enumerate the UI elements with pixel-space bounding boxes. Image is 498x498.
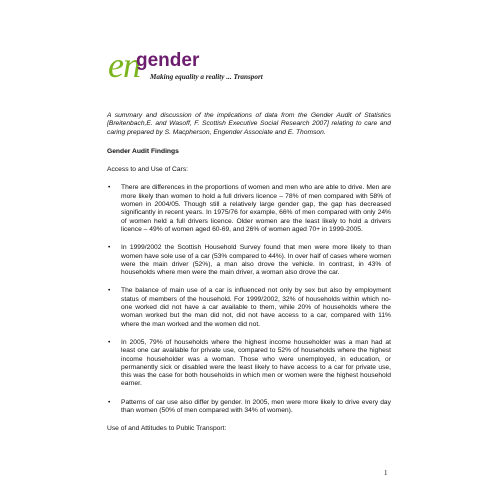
logo-mark-gender: gender <box>136 50 200 71</box>
page-number: 1 <box>384 469 388 477</box>
section-heading: Gender Audit Findings <box>107 147 179 155</box>
list-item <box>107 339 391 389</box>
list-item-text: The balance of main use of a car is influenced not only by sex but also by employment status of members of the household. For 1999/2002, 32% of households within which no-one worked did not have a car available to them, while 20% of households where the woman worked but the man did not, did not have access to a car, compared with 11% where the man worked and the women did not. <box>121 287 391 328</box>
subheading-car-access: Access to and Use of Cars: <box>107 166 189 174</box>
bullet-icon: • <box>108 244 111 252</box>
document-body <box>107 112 391 434</box>
subheading-public-transport: Use of and Attitudes to Public Transport: <box>107 425 227 433</box>
list-item <box>107 184 391 234</box>
bullet-icon: • <box>108 287 111 295</box>
list-item <box>107 399 391 416</box>
list-item <box>107 244 391 277</box>
list-item-text: In 2005, 79% of households where the highest income householder was a man had at least one car available for private use, compared to 52% of households where the highest income householder was a woman. Those who were unemployed, in education, or permanently sick or disabled were the least likely to have access to a car for private use, this was the case for both households in which men or women were the highest household earner. <box>121 338 391 388</box>
bullet-icon: • <box>108 184 111 192</box>
bullet-icon: • <box>108 338 111 346</box>
logo-mark-en: en <box>108 45 140 85</box>
logo-tagline: Making equality a reality ... Transport <box>150 73 263 81</box>
intro-paragraph: A summary and discussion of the implications of data from the Gender Audit of Statistics [Breitenbach,E. and Wasoff, F. Scottish Executive Social Research 2007] relating to care and caring prepared by S. Macpherson, Engender Associate and E. Thomson. <box>107 112 391 136</box>
list-item-text: In 1999/2002 the Scottish Household Survey found that men were more likely to than women have sole use of a car (53% compared to 44%). In over half of cases where women were the main driver (52%), a man also drove the vehicle. In contrast, in 43% of households where men were the main driver, a woman also drove the car. <box>121 244 391 277</box>
list-item-text: There are differences in the proportions of women and men who are able to drive. Men are more likely than women to hold a full drivers licence – 78% of men compared with 58% of women in 2004/05. Though still a relatively large gender gap, the gap has decreased significantly in recent years. In 1975/76 for example, 66% of men compared with only 24% of women held a full drivers licence. Older women are the least likely to hold a drivers licence – 49% of women aged 60-69, and 26% of women aged 70+ in 1999-2005. <box>121 184 391 233</box>
engender-logo <box>108 46 328 94</box>
car-findings-list <box>107 184 391 415</box>
list-item-text: Patterns of car use also differ by gender. In 2005, men were more likely to drive every day than women (50% of men compared with 34% of women). <box>121 398 391 415</box>
bullet-icon: • <box>108 398 111 406</box>
list-item <box>107 287 391 328</box>
